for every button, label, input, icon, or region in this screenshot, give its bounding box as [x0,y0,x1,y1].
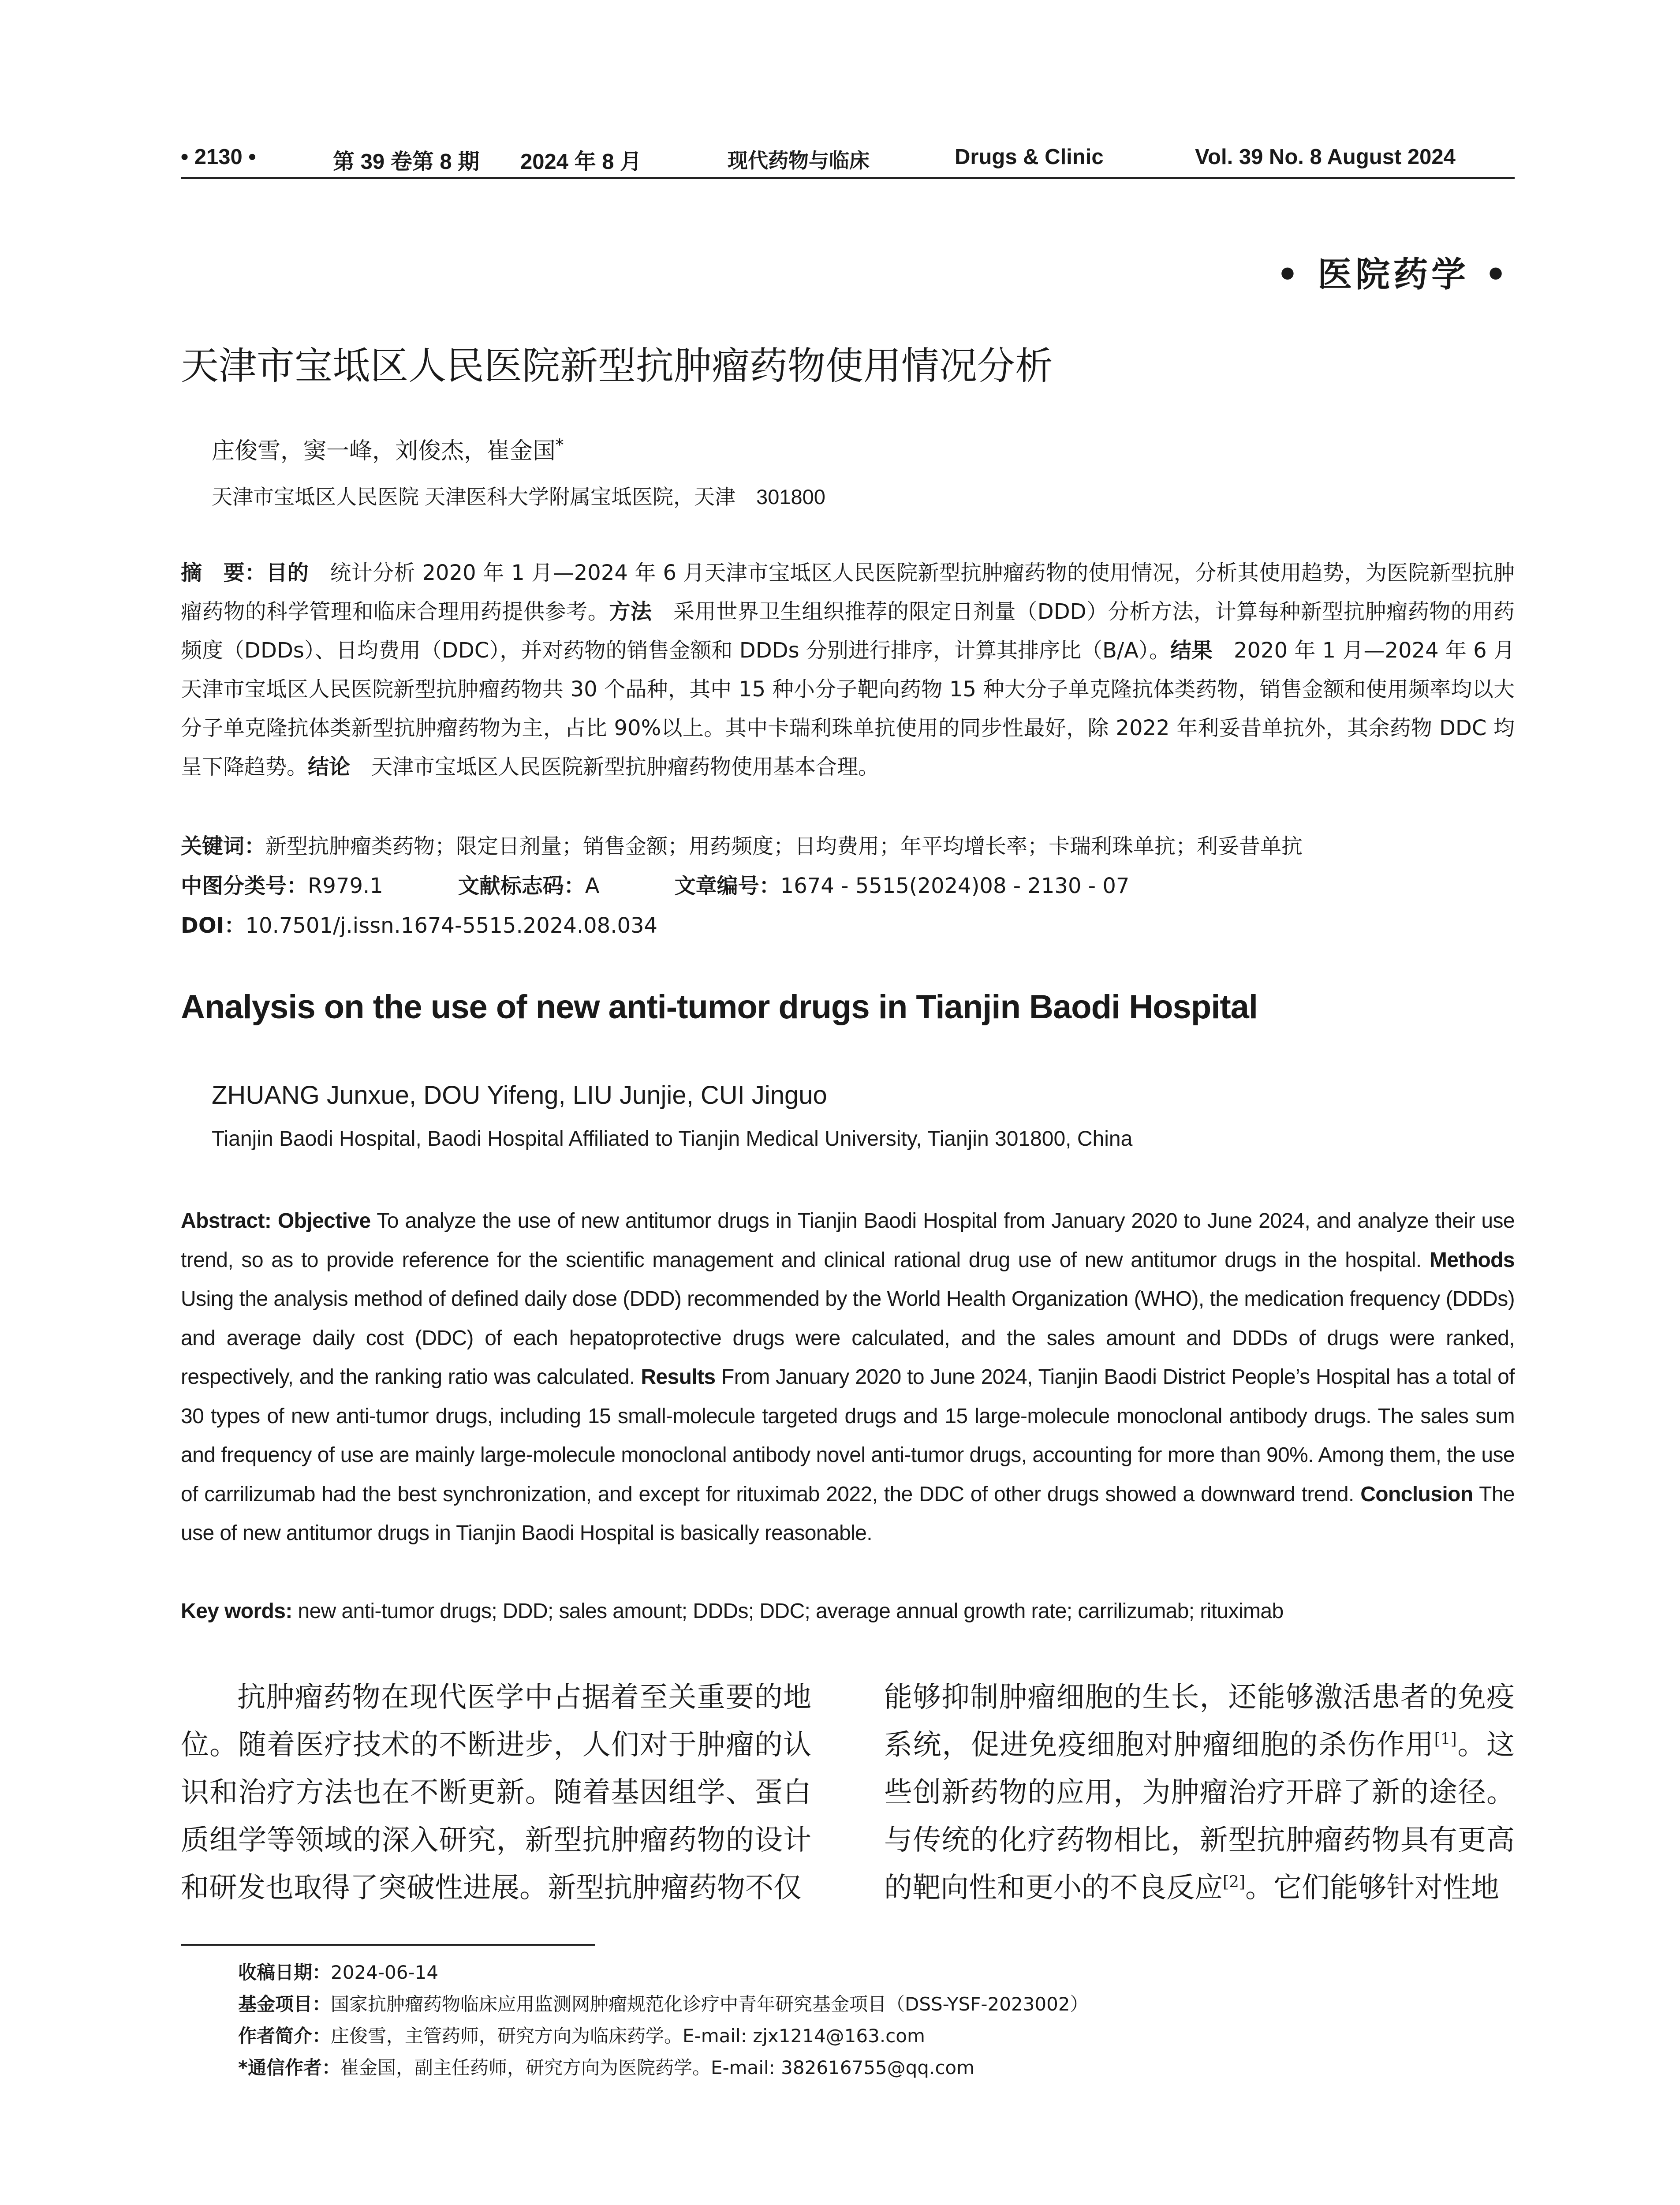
received-label: 收稿日期： [238,1962,331,1983]
abstract-zh [181,553,1515,786]
volume-issue-en: Vol. 39 No. 8 August 2024 [1195,145,1456,169]
body-column-right [884,1674,1515,1912]
body-text: 。它们能够针对性地 [1245,1872,1499,1904]
methods-text-zh: 采用世界卫生组织推荐的限定日剂量（DDD）分析方法，计算每种新型抗肿瘤药物的用药频度（DDDs）、日均费用（DDC），并对药物的销售金额和 DDDs 分别进行排序，计算其排序比（B/A）。 [181,599,1515,663]
abstract-en [181,1202,1515,1553]
footnote-rule [181,1944,595,1946]
journal-name-zh: 现代药物与临床 [728,149,870,172]
corresponding-text: 崔金国，副主任药师，研究方向为医院药学。E-mail: 382616755@qq.com [340,2057,975,2078]
footnote-author [238,2022,925,2048]
doc-code-value: A [585,874,600,898]
corresponding-label: *通信作者： [238,2057,340,2078]
footnote-funding [238,1990,1089,2016]
section-tag: • 医院药学 • [1276,254,1510,295]
body-text: 。这些创新药物的应用，为肿瘤治疗开辟了新的途径。与传统的化疗药物相比，新型抗肿瘤药物具有更高的靶向性和更小的不良反应 [884,1729,1515,1904]
author-list-zh [212,432,564,465]
objective-label-en: Objective [277,1209,371,1233]
footnote-corresponding [238,2053,974,2080]
results-label-en: Results [641,1365,716,1389]
corresponding-mark: * [556,436,564,455]
body-column-left: 抗肿瘤药物在现代医学中占据着至关重要的地位。随着医疗技术的不断进步，人们对于肿瘤的认识和治疗方法也在不断更新。随着基因组学、蛋白质组学等领域的深入研究，新型抗肿瘤药物的设计和研发也取得了突破性进展。新型抗肿瘤药物不仅 [181,1681,811,1904]
doi-label: DOI： [181,913,246,938]
keywords-en [181,1592,1515,1631]
body-text: 能够抑制肿瘤细胞的生长，还能够激活患者的免疫系统，促进免疫细胞对肿瘤细胞的杀伤作用 [884,1681,1515,1761]
methods-text-en: Using the analysis method of defined daily dose (DDD) recommended by the World Health Organization (WHO), the medication frequency (DDDs) and average daily cost (DDC) of each hepatoprotective drugs were calculated, and the sales amount and DDDs of drugs were ranked, respectively, and the ranking ratio was calculated. [181,1287,1515,1389]
conclusion-text-en: The use of new antitumor drugs in Tianjin Baodi Hospital is basically reasonable. [181,1482,1515,1545]
running-header [181,141,1515,176]
article-title-en: Analysis on the use of new anti-tumor drugs in Tianjin Baodi Hospital [181,988,1258,1026]
article-title-zh: 天津市宝坻区人民医院新型抗肿瘤药物使用情况分析 [181,344,1053,388]
objective-text-zh: 统计分析 2020 年 1 月—2024 年 6 月天津市宝坻区人民医院新型抗肿瘤药物的使用情况，分析其使用趋势，为医院新型抗肿瘤药物的科学管理和临床合理用药提供参考。 [181,561,1515,624]
doi-line [181,906,1515,945]
clc-label: 中图分类号： [181,874,308,898]
footnote-received [238,1958,438,1984]
header-rule [181,177,1515,179]
authors-en: ZHUANG Junxue, DOU Yifeng, LIU Junjie, CUI Jinguo [212,1081,827,1110]
doi-value: 10.7501/j.issn.1674-5515.2024.08.034 [245,913,658,938]
keywords-text-zh: 新型抗肿瘤类药物；限定日剂量；销售金额；用药频度；日均费用；年平均增长率；卡瑞利珠单抗；利妥昔单抗 [265,834,1303,859]
keywords-label-en: Key words: [181,1600,292,1623]
abstract-label-zh: 摘 要： [181,561,266,585]
conclusion-label-en: Conclusion [1360,1482,1473,1506]
keywords-label-zh: 关键词： [181,834,266,859]
affiliation-en: Tianjin Baodi Hospital, Baodi Hospital Affiliated to Tianjin Medical University, Tianjin 301800, China [212,1127,1133,1151]
objective-label-zh: 目的 [266,561,309,585]
volume-issue-zh: 第 39 卷第 8 期 [333,150,480,174]
objective-text-en: To analyze the use of new antitumor drugs in Tianjin Baodi Hospital from January 2020 to June 2024, and analyze their use trend, so as to provide reference for the scientific management and clinical rational drug use of new antitumor drugs in the hospital. [181,1209,1515,1272]
journal-name-en: Drugs & Clinic [955,145,1104,169]
issue-date-zh: 2024 年 8 月 [520,150,642,174]
conclusion-text-zh: 天津市宝坻区人民医院新型抗肿瘤药物使用基本合理。 [350,755,880,779]
funding-label: 基金项目： [238,1993,331,2015]
results-label-zh: 结果 [1170,638,1213,663]
conclusion-label-zh: 结论 [308,755,351,779]
methods-label-en: Methods [1429,1248,1515,1272]
citation-1[interactable]: [1] [1434,1730,1457,1749]
received-date: 2024-06-14 [331,1962,439,1983]
methods-label-zh: 方法 [609,599,652,624]
authors-zh: 庄俊雪，窦一峰，刘俊杰，崔金国 [212,438,556,464]
results-text-zh: 2020 年 1 月—2024 年 6 月天津市宝坻区人民医院新型抗肿瘤药物共 30 个品种，其中 15 种小分子靶向药物 15 种大分子单克隆抗体类药物，销售金额和使用频率均以大分子单克隆抗体类新型抗肿瘤药物为主，占比 90%以上。其中卡瑞利珠单抗使用的同步性最好，除 2022 年利妥昔单抗外，其余药物 DDC 均呈下降趋势。 [181,638,1515,779]
article-no-label: 文章编号： [674,874,780,898]
abstract-label-en: Abstract: [181,1209,272,1233]
results-text-en: From January 2020 to June 2024, Tianjin Baodi District People’s Hospital has a total of 30 types of new anti-tumor drugs, including 15 small-molecule targeted drugs and 15 large-molecule monoclonal antibody drugs. The sales sum and frequency of use are mainly large-molecule monoclonal antibody novel anti-tumor drugs, accounting for more than 90%. Among them, the use of carrilizumab had the best synchronization, and except for rituximab 2022, the DDC of other drugs showed a downward trend. [181,1365,1515,1506]
citation-2[interactable]: [2] [1223,1873,1245,1891]
clc-value: R979.1 [308,874,383,898]
affiliation-zh: 天津市宝坻区人民医院 天津医科大学附属宝坻医院，天津 301800 [212,485,825,508]
article-no-value: 1674 - 5515(2024)08 - 2130 - 07 [780,874,1130,898]
keywords-text-en: new anti-tumor drugs; DDD; sales amount; DDDs; DDC; average annual growth rate; carrilizumab; rituximab [298,1600,1284,1623]
keywords-zh [181,827,1515,866]
doc-code-label: 文献标志码： [458,874,585,898]
classification-line [181,867,1515,905]
page-number: • 2130 • [181,145,256,169]
funding-text: 国家抗肿瘤药物临床应用监测网肿瘤规范化诊疗中青年研究基金项目（DSS-YSF-2023002） [331,1993,1089,2015]
author-bio-text: 庄俊雪，主管药师，研究方向为临床药学。E-mail: zjx1214@163.com [331,2025,925,2047]
author-bio-label: 作者简介： [238,2025,331,2047]
